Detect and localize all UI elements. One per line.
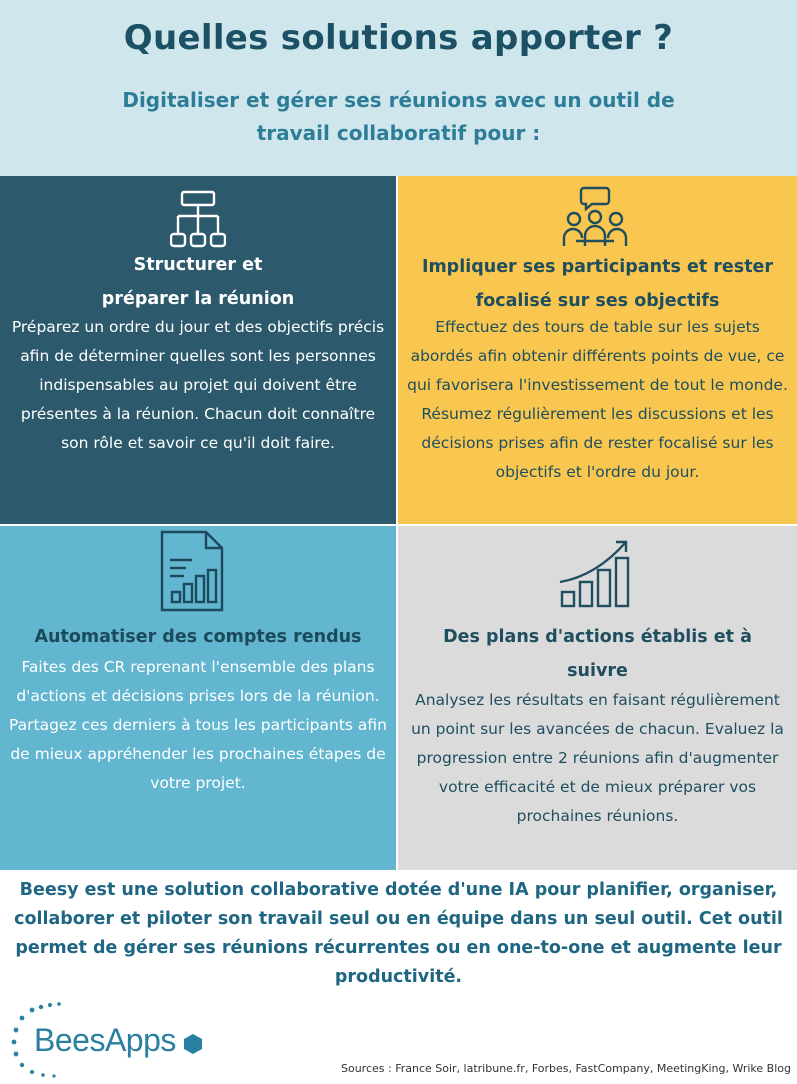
card-heading: Impliquer ses participants et rester focalisé sur ses objectifs bbox=[421, 257, 774, 311]
card-body: Faites des CR reprenant l'ensemble des plans d'actions et décisions prises lors de la réunion. Partagez ces derniers à tous les participants afin de mieux appréhender les prochaines étapes de votre projet. bbox=[8, 658, 388, 792]
footer-description: Beesy est une solution collaborative dotée d'une IA pour planifier, organiser, collaborer et piloter son travail seul ou en équipe dans un seul outil. Cet outil permet de gérer ses réunions récurrentes ou en one-to-one et augmente leur productivité. bbox=[14, 880, 783, 987]
meeting-participants-icon bbox=[562, 186, 628, 254]
header bbox=[0, 0, 797, 176]
sources-note: Sources : France Soir, latribune.fr, Forbes, FastCompany, MeetingKing, Wrike Blog bbox=[340, 1062, 791, 1075]
org-chart-icon bbox=[170, 190, 226, 252]
card-participants bbox=[398, 176, 797, 524]
beesapps-logo bbox=[8, 998, 208, 1078]
page-title: Quelles solutions apporter ? bbox=[123, 18, 674, 58]
card-body: Préparez un ordre du jour et des objectifs précis afin de déterminer quelles sont les personnes indispensables au projet qui doivent être présentes à la réunion. Chacun doit connaître son rôle et savoir ce qu'il doit faire. bbox=[11, 318, 385, 452]
growth-chart-icon bbox=[556, 536, 636, 614]
card-heading: Des plans d'actions établis et à suivre bbox=[443, 627, 752, 681]
card-structure bbox=[0, 176, 396, 524]
card-heading: Structurer et préparer la réunion bbox=[101, 255, 295, 309]
logo-text: BeesApps bbox=[34, 1022, 176, 1058]
report-document-icon bbox=[158, 530, 226, 618]
card-reports bbox=[0, 526, 396, 870]
card-body: Analysez les résultats en faisant régulièrement un point sur les avancées de chacun. Evaluez la progression entre 2 réunions afin d'augmenter votre efficacité et de mieux préparer vos prochaines réunions. bbox=[411, 691, 784, 825]
card-heading: Automatiser des comptes rendus bbox=[34, 627, 362, 647]
page-subtitle: Digitaliser et gérer ses réunions avec un outil de travail collaboratif pour : bbox=[122, 88, 675, 145]
card-action-plans bbox=[398, 526, 797, 870]
card-body: Effectuez des tours de table sur les sujets abordés afin obtenir différents points de vue, ce qui favorisera l'investissement de tout le monde. Résumez régulièrement les discussions et les décisions prises afin de rester focalisé sur les objectifs et l'ordre du jour. bbox=[407, 318, 788, 481]
